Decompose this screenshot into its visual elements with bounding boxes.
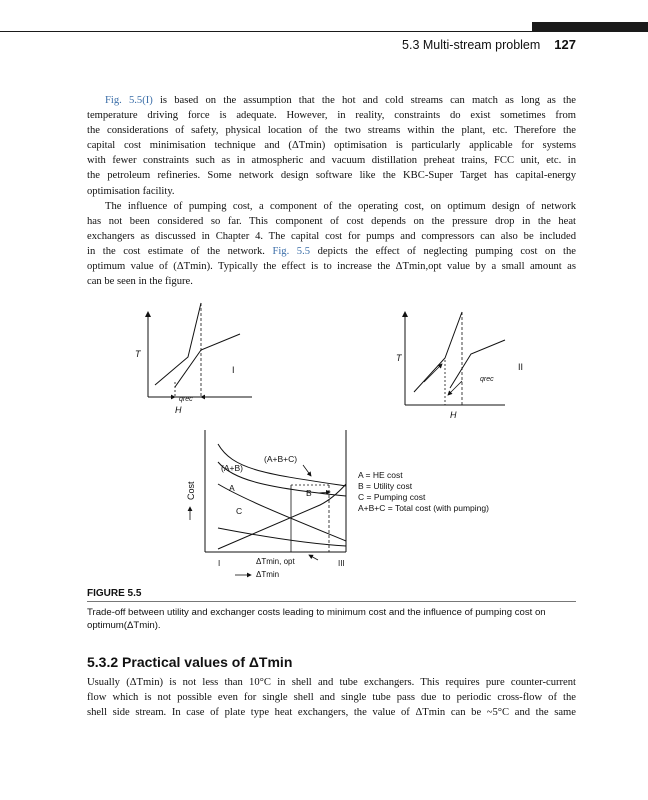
text: depicts the effect of neglecting pumping cost on the <box>310 246 577 258</box>
figure-link[interactable]: Fig. 5.5(I) <box>105 95 153 106</box>
curve-c <box>218 528 346 546</box>
label-abc: (A+B+C) <box>264 454 298 464</box>
right-qrec-label: qrec <box>480 376 494 383</box>
legend-item: A+B+C = Total cost (with pumping) <box>358 503 489 513</box>
para2-line: optimum value of (ΔTmin). Typically the effect is to increase the ΔTmin,opt value by a small amount as <box>87 261 576 273</box>
para2-line: exchangers as discussed in Chapter 4. The capital cost for pumps and compressors can also be included <box>87 231 576 243</box>
label-ab: (A+B) <box>221 463 243 473</box>
left-th-diagram <box>135 303 252 415</box>
right-x-label: H <box>450 410 457 420</box>
para2-line: The influence of pumping cost, a component of the operating cost, on optimum design of network <box>105 201 576 212</box>
para1-line: the considerations of safety, physical location of the two streams within the plant, etc. Therefore the <box>87 125 576 137</box>
para1-line: optimisation facility. <box>87 185 175 197</box>
label-b: B <box>306 488 312 498</box>
cost-y-label: Cost <box>186 481 196 500</box>
label-c: C <box>236 506 243 516</box>
para3-line: Usually (ΔTmin) is not less than 10°C in shell and tube exchangers. This requires pure counter-current <box>87 677 576 688</box>
para1-line: capital cost minimisation technique and (ΔTmin) optimisation is particularly applicable for systems <box>87 140 576 152</box>
text: is based on the assumption that the hot and cold streams can match as long as the <box>152 95 576 106</box>
para3-line: shell side stream. In case of plate type heat exchangers, the value of ΔTmin can be ~5°C and the same <box>87 707 576 719</box>
legend-item: B = Utility cost <box>358 481 413 491</box>
left-qrec-label: qrec <box>179 396 193 403</box>
hot-curve <box>450 340 505 388</box>
roman-i-label: I <box>218 559 221 568</box>
para1-line: the petroleum refineries. Some network design software like the KBC-Super Target has capital-energy <box>87 170 576 182</box>
para1-line: temperature driving force is adequate. However, in reality, constraints do exist sometimes from <box>87 110 576 122</box>
figure-caption-text: Trade-off between utility and exchanger costs leading to minimum cost and the influence of pumping cost on optimum(ΔTmin). <box>87 607 546 631</box>
text: in the cost estimate of the network. <box>87 246 273 258</box>
hot-curve <box>175 334 240 387</box>
para2-line: has not been considered so far. This component of cost depends on the pressure drop in the heat <box>87 216 576 228</box>
left-roman-label: I <box>232 365 235 375</box>
left-y-label: T <box>135 349 141 359</box>
caption-rule <box>87 601 576 602</box>
section-heading: 5.3.2 Practical values of ΔTmin <box>87 654 293 670</box>
legend-item: C = Pumping cost <box>358 492 426 502</box>
legend-item: A = HE cost <box>358 470 403 480</box>
roman-iii-label: III <box>338 559 345 568</box>
right-roman-label: II <box>518 362 524 372</box>
section-title-header: 5.3 Multi-stream problem <box>402 38 541 52</box>
paragraph-3 <box>87 675 576 720</box>
left-x-label: H <box>175 405 182 415</box>
label-a: A <box>229 483 235 493</box>
x-min-label: ΔTmin <box>256 570 280 579</box>
figure-link[interactable]: Fig. 5.5 <box>272 246 311 258</box>
para2-line: can be seen in the figure. <box>87 276 193 288</box>
cost-diagram <box>186 430 489 579</box>
right-th-diagram <box>396 312 523 420</box>
figure-caption-title: FIGURE 5.5 <box>87 588 142 599</box>
para3-line: flow which is not possible even for single shell and single tube pass due to periodic cross-flow of the <box>87 692 576 704</box>
right-y-label: T <box>396 353 402 363</box>
para1-line: with fewer constraints such as in atmospheric and vacuum distillation preheat trains, FCC unit, etc. in <box>87 155 576 167</box>
page-number: 127 <box>554 37 576 52</box>
cold-curve <box>155 303 201 385</box>
x-opt-label: ΔTmin, opt <box>256 557 295 566</box>
